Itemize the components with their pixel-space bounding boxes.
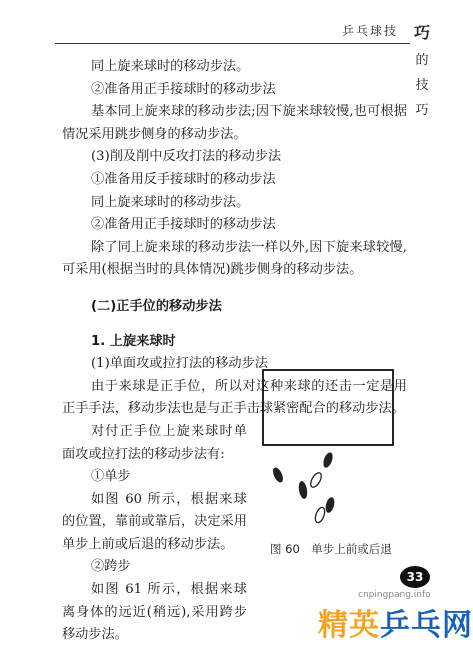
paragraph: ②跨步 [91,559,131,575]
paragraph: 如图 61 所示，根据来球离身体的远近(稍远),采用跨步移动步法。 [62,582,247,643]
watermark-url: cnpingpang.info [358,590,431,600]
footprint-outlines [309,471,327,524]
paragraph: 同上旋来球时的移动步法。 [91,59,250,74]
sub-sub-heading: (1)单面攻或拉打法的移动步法 [91,356,268,372]
paragraph: ②准备用正手接球时的移动步法 [91,81,276,97]
wrapped-column [62,421,247,647]
intro-paragraph: 由于来球是正手位，所以对这种来球的还击一定是用正手手法，移动步法也是与正手击球紧密配合的移动步法。 [62,378,407,417]
header-rule [55,43,410,44]
figure-caption: 图 60 单步上前或后退 [270,542,392,556]
watermark-logo-part1: 精英 [318,608,380,643]
paragraph: ①准备用反手接球时的移动步法 [91,171,276,187]
paragraph: ②准备用正手接球时的移动步法 [91,217,276,233]
side-char-2: 的 [415,53,429,68]
watermark-logo-part2: 乒乓网 [380,608,473,643]
figure-60 [258,370,418,560]
paragraph: 除了同上旋来球的移动步法一样以外,因下旋来球较慢,可采用(根据当时的具体情况)跳步侧身的移动步法。 [62,239,407,278]
side-vertical-title [411,20,433,118]
footstep-diagram [258,370,418,560]
side-char-3: 技 [415,78,429,93]
sub-heading: 1. 上旋来球时 [91,333,176,349]
side-char-1: 巧 [413,23,430,42]
watermark-logo [318,600,473,644]
paragraph: 同上旋来球时的移动步法。 [91,194,250,210]
section-heading: (二)正手位的移动步法 [91,298,222,314]
side-char-4: 巧 [415,103,429,118]
paragraph: 基本同上旋来球的移动步法;因下旋来球较慢,也可根据情况采用跳步侧身的移动步法。 [62,104,407,142]
running-header-title: 乒乓球技 [342,24,399,38]
paragraph: (3)削及削中反攻打法的移动步法 [91,149,282,165]
table-outline [263,370,393,445]
footprints [271,451,336,514]
paragraph: ①单步 [91,469,131,485]
paragraph: 如图 60 所示，根据来球的位置，靠前或靠后，决定采用单步上前或后退的移动步法。 [62,491,247,552]
page-number: 33 [400,566,430,588]
paragraph: 对付正手位上旋来球时单面攻或拉打法的移动步法有: [62,423,247,462]
